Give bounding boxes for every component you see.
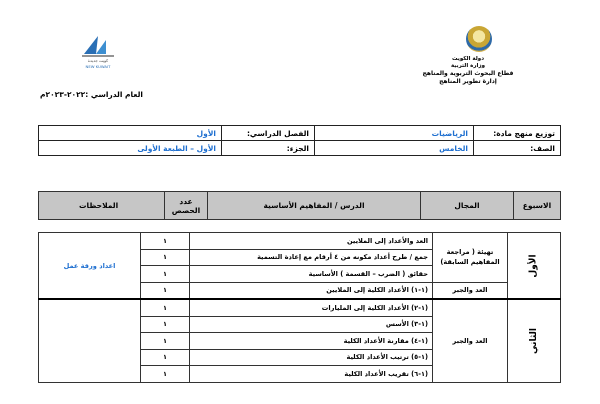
- lesson-cell: (١-٥) ترتيب الأعداد الكلية: [190, 349, 433, 366]
- academic-year: العام الدراسي :٢٠٢٢-٢٠٢٣م: [40, 90, 143, 99]
- week-cell: [508, 299, 561, 382]
- ministry-line: إدارة تطوير المناهج: [439, 78, 497, 85]
- count-cell: ١: [141, 233, 190, 250]
- term-label: الفصل الدراسي:: [222, 126, 315, 141]
- count-cell: ١: [141, 266, 190, 283]
- lesson-cell: جمع / طرح أعداد مكونه من ٤ أرقام مع إعادة التسمية: [190, 249, 433, 266]
- subject-label: توزيع منهج مادة:: [474, 126, 561, 141]
- term-value: الأول: [39, 126, 222, 141]
- table-row: [39, 299, 561, 316]
- week-name: الثاني: [528, 327, 539, 354]
- col-notes: الملاحظات: [39, 192, 165, 220]
- col-lesson: الدرس / المفاهيم الأساسية: [208, 192, 421, 220]
- lesson-cell: العد والأعداد إلى الملايين: [190, 233, 433, 250]
- plan-table: [38, 232, 561, 383]
- count-cell: ١: [141, 349, 190, 366]
- lesson-cell: حقائق ( الضرب – القسمة ) الأساسية: [190, 266, 433, 283]
- subject-value: الرياضيات: [315, 126, 474, 141]
- logo-text: NEW KUWAIT: [85, 64, 111, 69]
- count-cell: ١: [141, 366, 190, 383]
- ministry-line: وزارة التربية: [450, 63, 486, 69]
- note-cell: اعداد ورقة عمل: [39, 233, 141, 300]
- grade-label: الصف:: [474, 141, 561, 156]
- lesson-cell: (١-٤) مقارنة الأعداد الكلية: [190, 333, 433, 350]
- ministry-line: قطاع البحوث التربوية والمناهج: [422, 70, 514, 77]
- lesson-cell: (١-٢) الأعداد الكلية إلى المليارات: [190, 299, 433, 316]
- part-label: الجزء:: [222, 141, 315, 156]
- note-cell: [39, 299, 141, 382]
- plan-table-header: [38, 191, 561, 220]
- new-kuwait-logo: [76, 28, 120, 72]
- count-cell: ١: [141, 282, 190, 299]
- col-week: الاسبوع: [514, 192, 561, 220]
- ministry-emblem-icon: [466, 26, 492, 54]
- domain-cell: العد والجبر: [433, 299, 508, 382]
- lesson-cell: (١-٣) الأسس: [190, 316, 433, 333]
- lesson-cell: (١-١) الأعداد الكلية إلى الملايين: [190, 282, 433, 299]
- table-row: [39, 233, 561, 250]
- col-count: عدد الحصص: [165, 192, 208, 220]
- count-cell: ١: [141, 299, 190, 316]
- ministry-line: دولة الكويت: [451, 56, 485, 62]
- col-domain: المجال: [421, 192, 514, 220]
- domain-cell: العد والجبر: [433, 282, 508, 299]
- grade-value: الخامس: [315, 141, 474, 156]
- ministry-header: [398, 56, 538, 86]
- week-cell: [508, 233, 561, 300]
- part-value: الأول – الطبعة الأولى: [39, 141, 222, 156]
- lesson-cell: (١-٦) تقريب الأعداد الكلية: [190, 366, 433, 383]
- domain-cell: تهيئة ( مراجعة المفاهيم السابقة): [433, 233, 508, 283]
- count-cell: ١: [141, 316, 190, 333]
- count-cell: ١: [141, 249, 190, 266]
- info-table: [38, 125, 561, 156]
- logo-subtext: كويت جديدة: [87, 58, 109, 63]
- week-name: الأول: [528, 253, 539, 278]
- count-cell: ١: [141, 333, 190, 350]
